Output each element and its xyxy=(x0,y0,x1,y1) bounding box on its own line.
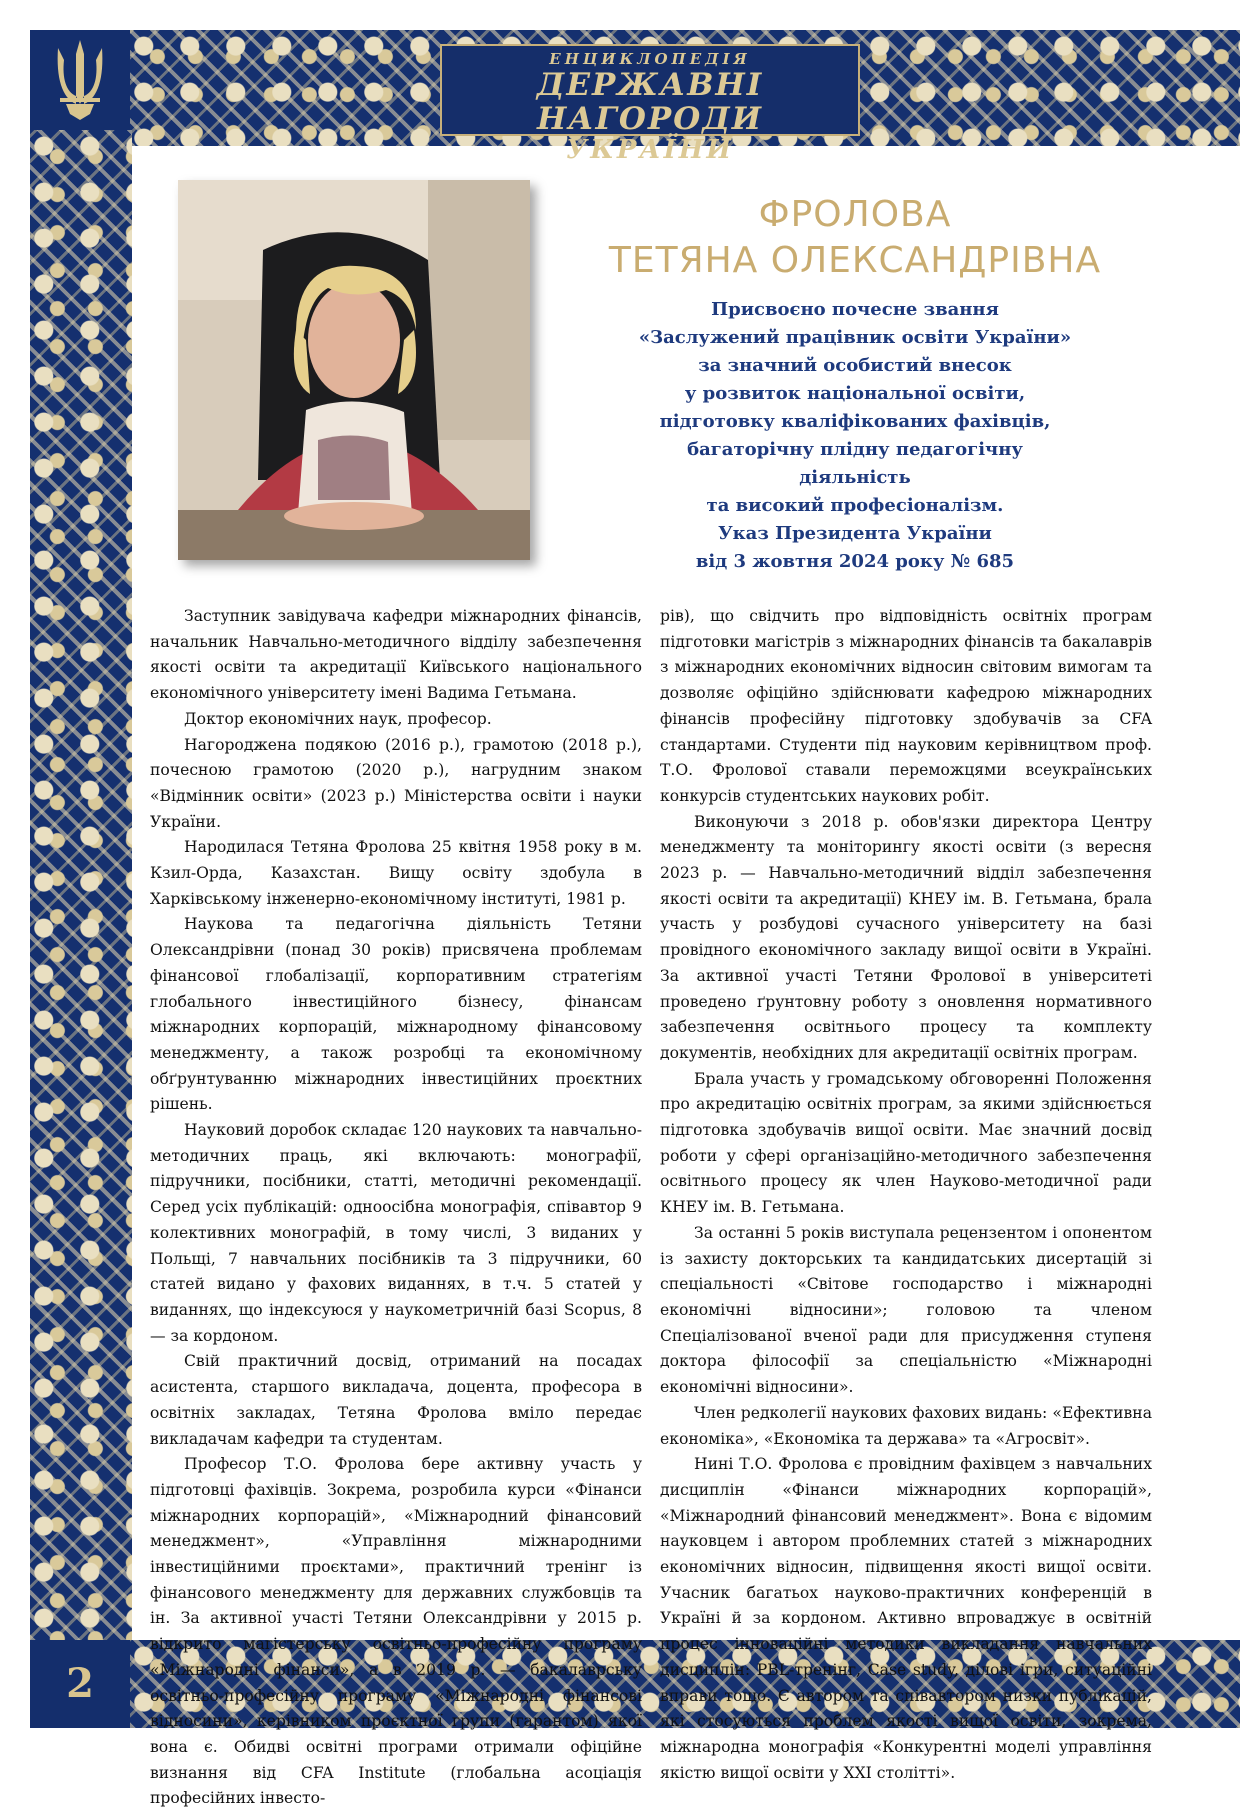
award-line: «Заслужений працівник освіти України» xyxy=(638,327,1072,348)
person-given-names: ТЕТЯНА ОЛЕКСАНДРІВНА xyxy=(608,240,1102,281)
banner-line-1: ЕНЦИКЛОПЕДІЯ xyxy=(549,50,751,68)
award-line: Указ Президента України xyxy=(718,523,992,544)
paragraph: Професор Т.О. Фролова бере активну участь у підготовці фахівців. Зокрема, розробила курси «Фінанси міжнародних корпорацій», «Міжнародний фінансовий менеджмент», «Управління міжнародними інвестиційними проєктами», практичний тренінг із фінансового менеджменту для державних службовців та ін. За активної участі Тетяни Олександрівни у 2015 р. відкрито магістерську освітньо-професійну програму «Міжнародні фінанси», а в 2019 р. — бакалаврську освітньо-професійну програму «Міжнародні фінансові відносини», керівником проєктної групи (гарантом) якої вона є. Обидві освітні програми отримали офіційне визнання від CFA Institute (глобальна асоціація професійних інвесто- xyxy=(150,1455,642,1808)
paragraph: Заступник завідувача кафедри міжнародних фінансів, начальник Навчально-методичного відділу забезпечення якості освіти та акредитації Київського національного економічного університету імені Вадима Гетьмана. xyxy=(150,607,642,703)
article-column-right xyxy=(660,604,1152,1786)
paragraph: Брала участь у громадському обговоренні Положення про акредитацію освітніх програм, за якими здійснюється підготовка здобувачів вищої освіти. Має значний досвід роботи у сфері організаційно-методичного забезпечення освітнього процесу як член Науково-методичної ради КНЕУ ім. В. Гетьмана. xyxy=(660,1069,1152,1217)
paragraph: Свій практичний досвід, отриманий на посадах асистента, старшого викладача, доцента, професора в освітніх закладах, Тетяна Фролова вміло передає викладачам кафедри та студентам. xyxy=(150,1352,642,1448)
banner-line-2: ДЕРЖАВНІ НАГОРОДИ xyxy=(536,67,764,137)
award-statement xyxy=(630,296,1080,576)
trident-icon xyxy=(52,38,108,122)
paragraph: Народилася Тетяна Фролова 25 квітня 1958 року в м. Кзил-Орда, Казахстан. Вищу освіту здобула в Харківському інженерно-економічному інституті, 1981 р. xyxy=(150,838,642,908)
banner-line-3: УКРАЇНИ xyxy=(566,135,734,165)
person-surname: ФРОЛОВА xyxy=(758,194,952,235)
award-line: від 3 жовтня 2024 року № 685 xyxy=(695,551,1015,572)
award-line: та високий професіоналізм. xyxy=(706,495,1004,516)
paragraph: рів), що свідчить про відповідність освітніх програм підготовки магістрів з міжнародних фінансів та бакалаврів з міжнародних економічних відносин світовим вимогам та дозволяє офіційно здійснювати кафедрою міжнародних фінансів професійну підготовку здобувачів за CFA стандартами. Студенти під науковим керівництвом проф. Т.О. Фролової ставали переможцями всеукраїнських конкурсів студентських наукових робіт. xyxy=(660,607,1152,805)
portrait-photo xyxy=(178,180,530,560)
article-column-left xyxy=(150,604,642,1812)
paragraph: Доктор економічних наук, професор. xyxy=(184,709,492,728)
encyclopedia-banner xyxy=(440,44,860,165)
person-name xyxy=(560,192,1150,284)
award-line: Присвоєно почесне звання xyxy=(711,299,999,320)
award-line: за значний особистий внесок xyxy=(698,355,1012,376)
award-line: у розвиток національної освіти, xyxy=(684,383,1026,404)
paragraph: Виконуючи з 2018 р. обов'язки директора Центру менеджменту та моніторингу якості освіти (з вересня 2023 р. — Навчально-методичний відділ забезпечення якості освіти та акредитації) КНЕУ ім. В. Гетьмана, брала участь у розбудові сучасного університету на базі провідного економічного закладу вищої освіти в Україні. За активної участі Тетяни Фролової в університеті проведено ґрунтовну роботу з оновлення нормативного забезпечення освітнього процесу та комплекту документів, необхідних для акредитації освітніх програм. xyxy=(660,812,1152,1062)
paragraph: За останні 5 років виступала рецензентом і опонентом із захисту докторських та кандидатських дисертацій зі спеціальності «Світове господарство і міжнародні економічні відносини»; головою та членом Спеціалізованої вченої ради для присудження ступеня доктора філософії за спеціальністю «Міжнародні економічні відносини». xyxy=(660,1223,1152,1397)
paragraph: Член редколегії наукових фахових видань: «Ефективна економіка», «Економіка та держава» та «Агросвіт». xyxy=(660,1403,1152,1448)
ornament-border-left xyxy=(30,130,132,1640)
emblem-box xyxy=(30,30,130,130)
paragraph: Нагороджена подякою (2016 р.), грамотою (2018 р.), почесною грамотою (2020 р.), нагрудним знаком «Відмінник освіти» (2023 р.) Міністерства освіти і науки України. xyxy=(150,735,642,831)
page-number: 2 xyxy=(30,1640,130,1728)
paragraph: Нині Т.О. Фролова є провідним фахівцем з навчальних дисциплін «Фінанси міжнародних корпорацій», «Міжнародний фінансовий менеджмент». Вона є відомим науковцем і автором проблемних статей з міжнародних економічних відносин, підвищення якості вищої освіти. Учасник багатьох науково-практичних конференцій в Україні й за кордоном. Активно впроваджує в освітній процес інноваційні методики викладання навчальних дисциплін: PBL-тренінг, Case study, ділові ігри, ситуаційні вправи тощо. Є автором та співавтором низки публікацій, які стосуються проблем якості вищої освіти, зокрема, міжнародна монографія «Конкурентні моделі управління якістю вищої освіти у XXI столітті». xyxy=(660,1455,1152,1782)
paragraph: Наукова та педагогічна діяльність Тетяни Олександрівни (понад 30 років) присвячена проблемам фінансової глобалізації, корпоративним стратегіям глобального інвестиційного бізнесу, фінансам міжнародних корпорацій, міжнародному фінансовому менеджменту, а також розробці та економічному обґрунтуванню міжнародних інвестиційних проєктних рішень. xyxy=(150,915,642,1114)
award-line: підготовку кваліфікованих фахівців, xyxy=(659,411,1051,432)
paragraph: Науковий доробок складає 120 наукових та навчально-методичних праць, які включають: монографії, підручники, посібники, статті, методичні рекомендації. Серед усіх публікацій: одноосібна монографія, співавтор 9 колективних монографій, в тому числі, 3 виданих у Польщі, 7 навчальних посібників та 3 підручники, 60 статей видано у фахових виданнях, в т.ч. 5 статей у виданнях, що індексуюся у наукометричній базі Scopus, 8 — за кордоном. xyxy=(150,1121,642,1345)
award-line: багаторічну плідну педагогічну діяльність xyxy=(687,439,1023,488)
